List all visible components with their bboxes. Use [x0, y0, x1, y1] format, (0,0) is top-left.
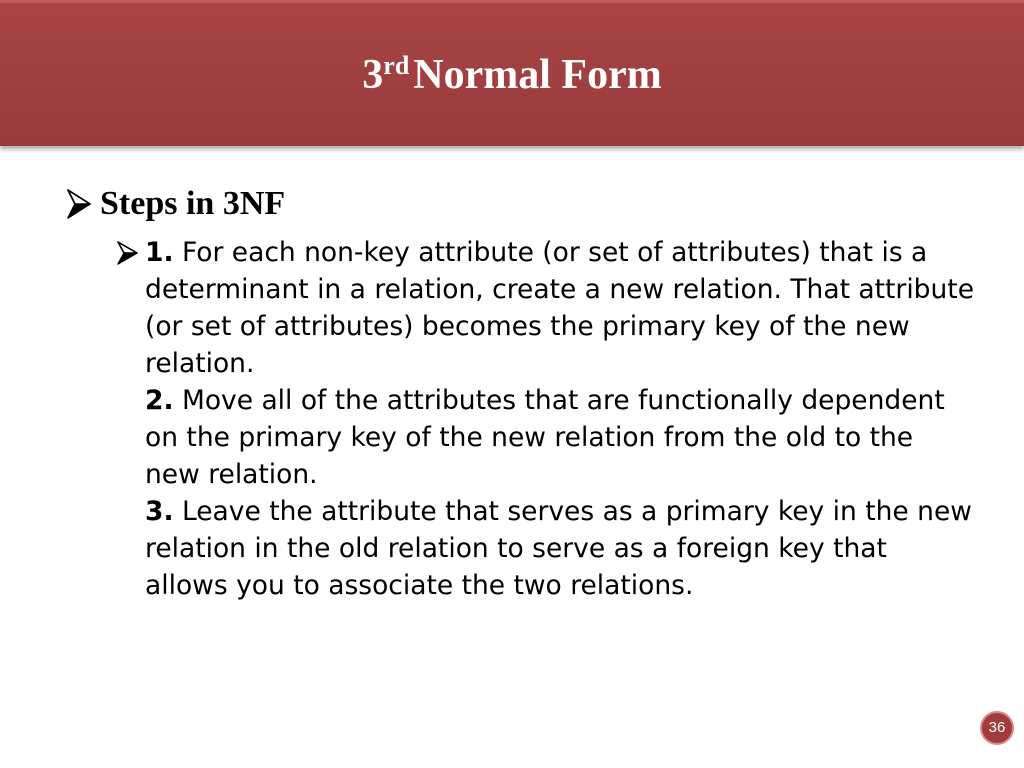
bullet-heading-text: Steps in 3NF — [100, 185, 286, 222]
title-text: Normal Form — [413, 52, 662, 98]
step-text: Leave the attribute that serves as a primary key in the new relation in the old relation to serve as a foreign key that allows you to associate the two relations. — [145, 496, 972, 601]
step-text: For each non-key attribute (or set of attributes) that is a determinant in a relation, create a new relation. That attribute (or set of attributes) becomes the primary key of the new relation. — [145, 237, 974, 379]
slide-title — [0, 51, 1024, 99]
steps-list — [114, 234, 974, 604]
steps-body — [145, 234, 974, 604]
title-number: 3 — [362, 52, 384, 98]
step-number: 2. — [145, 385, 174, 416]
step-item — [145, 382, 974, 493]
title-superscript: rd — [383, 51, 410, 80]
step-text: Move all of the attributes that are functionally dependent on the primary key of the new relation from the old to the new relation. — [145, 385, 945, 490]
step-number: 1. — [145, 237, 174, 268]
arrow-bullet-icon — [114, 240, 140, 266]
step-item — [145, 234, 974, 382]
bullet-heading — [62, 184, 285, 224]
arrow-bullet-icon — [62, 187, 94, 221]
title-band — [0, 0, 1024, 146]
step-item — [145, 493, 974, 604]
page-number-badge: 36 — [980, 711, 1014, 745]
step-number: 3. — [145, 496, 174, 527]
